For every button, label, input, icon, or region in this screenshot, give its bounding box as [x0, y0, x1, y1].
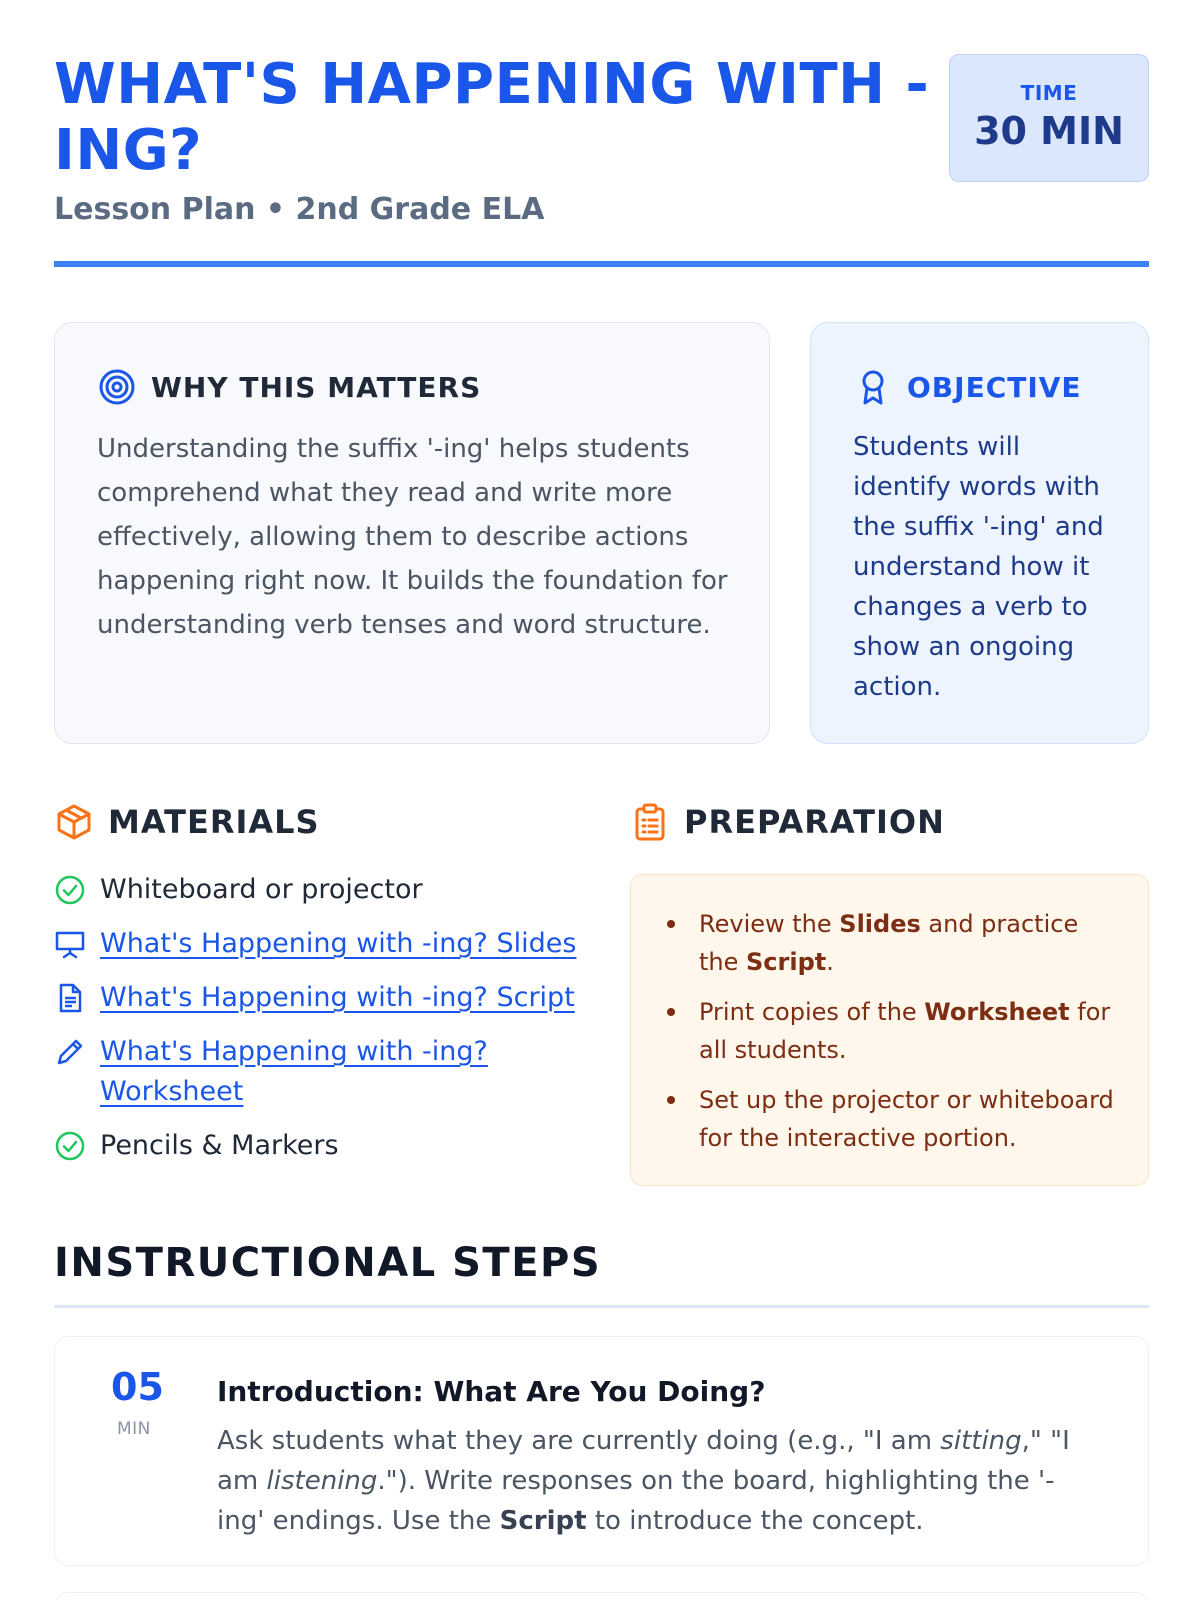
script-link[interactable]: What's Happening with -ing? Script [100, 982, 575, 1013]
page-subtitle: Lesson Plan • 2nd Grade ELA [54, 192, 545, 227]
bullet [667, 1008, 675, 1016]
prep-text-part: for all students. [699, 998, 1111, 1064]
step-description [217, 1421, 1097, 1541]
time-label: TIME [1020, 81, 1078, 105]
document-icon [54, 982, 86, 1014]
package-icon [54, 802, 94, 842]
materials-list [54, 870, 594, 1180]
slides-link[interactable]: What's Happening with -ing? Slides [100, 928, 577, 959]
material-item [54, 1126, 594, 1166]
preparation-list [661, 905, 1121, 1169]
prep-text-part: and practice the [699, 910, 1079, 976]
material-item [54, 870, 594, 910]
bullet [667, 1096, 675, 1104]
target-icon [97, 367, 137, 407]
why-header [97, 367, 481, 407]
step-bold-word: Script [499, 1506, 587, 1536]
preparation-item [661, 1081, 1121, 1157]
worksheet-link[interactable]: What's Happening with -ing? Worksheet [100, 1036, 488, 1107]
material-item [54, 1032, 594, 1112]
materials-header [54, 802, 320, 842]
preparation-text: Set up the projector or whiteboard for the interactive portion. [699, 1086, 1114, 1152]
clipboard-icon [630, 802, 670, 842]
preparation-text [699, 905, 1121, 981]
step-text-part: ."). Write responses on the board, highlighting the '-ing' endings. Use the [217, 1466, 1055, 1536]
steps-title: INSTRUCTIONAL STEPS [54, 1240, 602, 1286]
materials-title: MATERIALS [108, 803, 320, 841]
preparation-item [661, 993, 1121, 1069]
pencil-icon [54, 1036, 86, 1068]
prep-bold-script: Script [746, 948, 827, 976]
step-minutes-unit: MIN [117, 1419, 151, 1439]
objective-title: OBJECTIVE [907, 370, 1082, 404]
step-card-next [54, 1592, 1149, 1600]
preparation-title: PREPARATION [684, 803, 945, 841]
step-card [54, 1336, 1149, 1566]
step-text-part: Ask students what they are currently doing (e.g., "I am [217, 1426, 941, 1456]
preparation-header [630, 802, 945, 842]
presentation-icon [54, 928, 86, 960]
steps-divider [54, 1305, 1149, 1308]
bullet [667, 920, 675, 928]
preparation-box [630, 874, 1149, 1186]
step-italic-word: sitting [940, 1426, 1022, 1456]
step-italic-word: listening [266, 1466, 378, 1496]
objective-text: Students will identify words with the suffix '-ing' and understand how it changes a verb to show an ongoing action. [853, 432, 1104, 702]
material-item [54, 924, 594, 964]
preparation-text [699, 993, 1121, 1069]
step-text-part: ," "I am [217, 1426, 1070, 1496]
material-item [54, 978, 594, 1018]
page-header [54, 52, 1149, 227]
step-minutes: 05 [111, 1365, 164, 1409]
objective-header [853, 367, 1082, 407]
time-badge [949, 54, 1149, 182]
award-icon [853, 367, 893, 407]
why-this-matters-card [54, 322, 770, 744]
objective-card [810, 322, 1149, 744]
preparation-item [661, 905, 1121, 981]
step-text-part: to introduce the concept. [586, 1506, 924, 1536]
material-label: Whiteboard or projector [100, 874, 423, 905]
time-value: 30 MIN [974, 109, 1124, 153]
check-circle-icon [54, 874, 86, 906]
prep-bold-slides: Slides [839, 910, 921, 938]
prep-text-part: Print copies of the [699, 998, 925, 1026]
why-text: Understanding the suffix '-ing' helps students comprehend what they read and write more effectively, allowing them to describe actions happening right now. It builds the foundation for understanding verb tenses and word structure. [97, 434, 728, 640]
header-divider [54, 261, 1149, 267]
check-circle-icon [54, 1130, 86, 1162]
material-label: Pencils & Markers [100, 1130, 339, 1161]
prep-text-part: Review the [699, 910, 840, 938]
step-title: Introduction: What Are You Doing? [217, 1375, 766, 1408]
why-title: WHY THIS MATTERS [151, 370, 482, 404]
page-title: WHAT'S HAPPENING WITH -ING? [54, 52, 930, 183]
prep-bold-worksheet: Worksheet [924, 998, 1070, 1026]
prep-text-part: . [826, 948, 834, 976]
